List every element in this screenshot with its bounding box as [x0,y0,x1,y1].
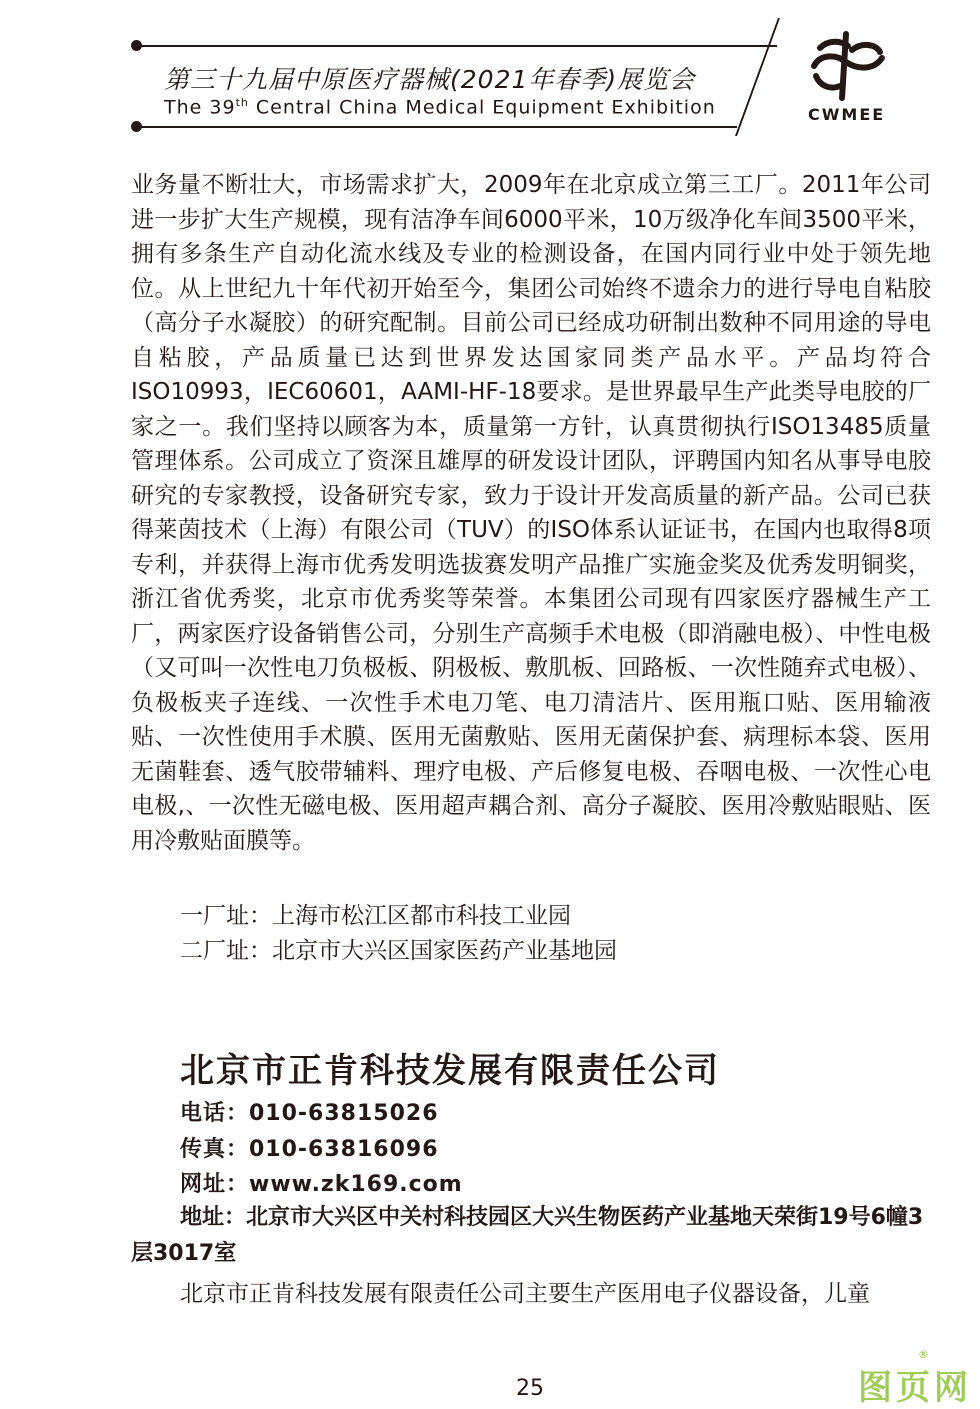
watermark-registered-mark: ® [918,1348,929,1361]
header-title-en-suffix: Central China Medical Equipment Exhibition [248,96,716,119]
body-paragraph-text: 业务量不断壮大，市场需求扩大，2009年在北京成立第三工厂。2011年公司进一步扩大生产规模，现有洁净车间6000平米，10万级净化车间3500平米，拥有多条生产自动化流水线及专业的检测设备，在国内同行业中处于领先地位。从上世纪九十年代初开始至今，集团公司始终不遗余力的进行导电自粘胶（高分子水凝胶）的研究配制。目前公司已经成功研制出数种不同用途的导电自粘胶，产品质量已达到世界发达国家同类产品水平。产品均符合ISO10993，IEC60601，AAMI-HF-18要求。是世界最早生产此类导电胶的厂家之一。我们坚持以顾客为本，质量第一方针，认真贯彻执行ISO13485质量管理体系。公司成立了资深且雄厚的研发设计团队，评聘国内知名从事导电胶研究的专家教授，设备研究专家，致力于设计开发高质量的新产品。公司已获得莱茵技术（上海）有限公司（TUV）的ISO体系认证证书，在国内也取得8项专利，并获得上海市优秀发明选拔赛发明产品推广实施金奖及优秀发明铜奖，浙江省优秀奖，北京市优秀奖等荣誉。本集团公司现有四家医疗器械生产工厂，两家医疗设备销售公司，分别生产高频手术电极（即消融电极）、中性电极（又可叫一次性电刀负极板、阴极板、敷肌板、回路板、一次性随弃式电极）、负极板夹子连线、一次性手术电刀笔、电刀清洁片、医用瓶口贴、医用输液贴、一次性使用手术膜、医用无菌敷贴、医用无菌保护套、病理标本袋、医用无菌鞋套、透气胶带辅料、理疗电极、产后修复电极、吞咽电极、一次性心电电极,、一次性无磁电极、医用超声耦合剂、高分子凝胶、医用冷敷贴眼贴、医用冷敷贴面膜等。 [131,172,931,854]
company-name: 北京市正肯科技发展有限责任公司 [180,1051,720,1091]
company-intro: 北京市正肯科技发展有限责任公司主要生产医用电子仪器设备，儿童 [180,1281,870,1307]
header-title-cn: 第三十九届中原医疗器械(2021年春季)展览会 [164,65,696,94]
factory-address-2: 二厂址：北京市大兴区国家医药产业基地园 [180,938,617,964]
header-title-en-sup: th [235,96,249,109]
company-phone: 电话：010-63815026 [180,1101,439,1126]
header-title-en [164,96,716,118]
company-fax: 传真：010-63816096 [180,1137,439,1162]
header-slash-divider [735,18,780,136]
logo-text: CWMEE [808,105,886,124]
factory-address-1: 一厂址：上海市松江区都市科技工业园 [180,903,571,929]
company-website: 网址：www.zk169.com [180,1172,463,1197]
body-paragraph [131,168,931,858]
header-rule-bottom [137,126,737,128]
header-rule-top [137,45,777,47]
watermark-logo: 图页网 [858,1368,972,1408]
page-number: 25 [516,1376,544,1401]
cwmee-logo-icon [806,30,888,102]
company-address: 地址：北京市大兴区中关村科技园区大兴生物医药产业基地天荣街19号6幢3层3017室 [131,1205,924,1266]
header-title-en-prefix: The 39 [164,96,236,119]
